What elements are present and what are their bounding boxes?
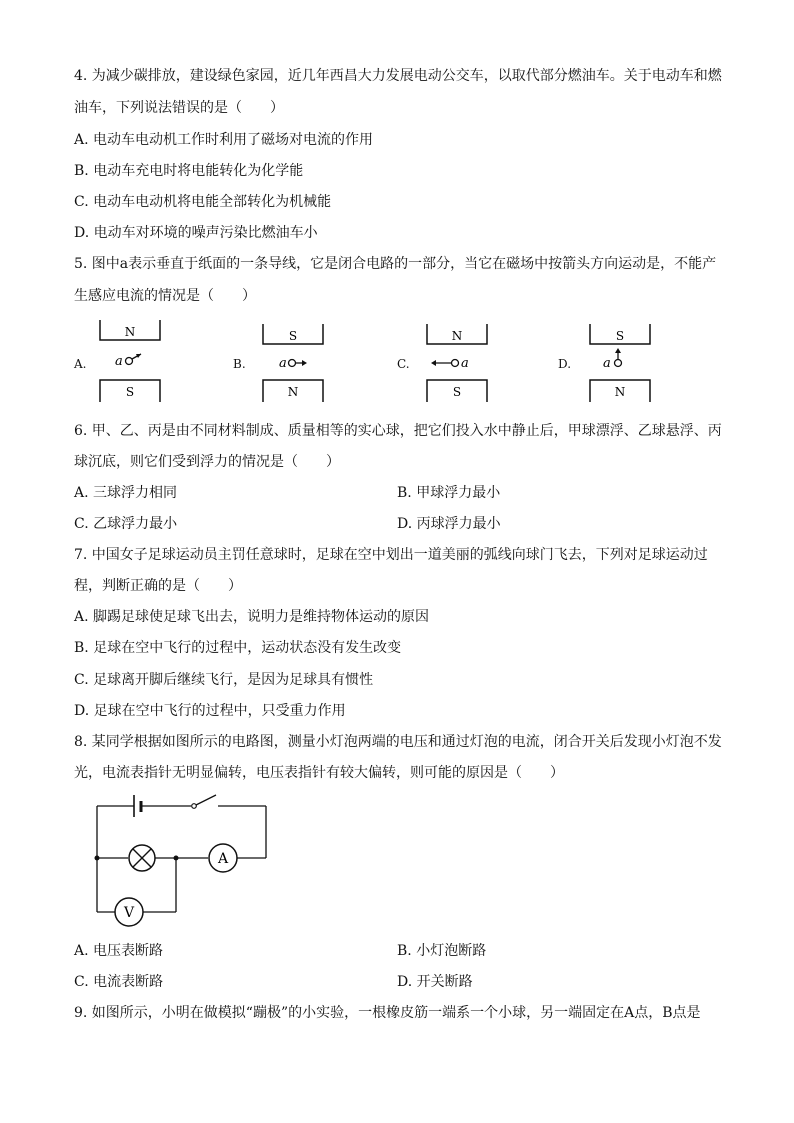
q6-option-c: C. 乙球浮力最小 — [74, 516, 178, 532]
q6-option-b: B. 甲球浮力最小 — [397, 485, 501, 501]
arrow-up-icon — [615, 348, 621, 353]
q5-diagram-a-label: A. — [74, 357, 87, 371]
q8-option-b: B. 小灯泡断路 — [397, 943, 487, 959]
q4-option-d: D. 电动车对环境的噪声污染比燃油车小 — [74, 225, 318, 241]
switch-icon — [192, 804, 197, 809]
q5-diagram-a-top-pole: N — [124, 325, 136, 339]
arrow-right-icon — [302, 360, 307, 366]
q7-stem-line1: 7. 中国女子足球运动员主罚任意球时，足球在空中划出一道美丽的弧线向球门飞去，下列对足球运动过 — [74, 547, 708, 563]
q4-option-a: A. 电动车电动机工作时利用了磁场对电流的作用 — [74, 132, 374, 148]
q5-diagram-b-wire-label: a — [279, 356, 287, 371]
q8-circuit-diagram — [88, 792, 273, 930]
q4-stem-line1: 4. 为减少碳排放，建设绿色家园，近几年西昌大力发展电动公交车，以取代部分燃油车。关于电动车和燃 — [74, 68, 722, 84]
q5-diagram-c-label: C. — [397, 357, 410, 371]
q5-diagram-b-label: B. — [233, 357, 246, 371]
q7-stem-line2: 程，判断正确的是（ ） — [74, 578, 242, 594]
q7-option-c: C. 足球离开脚后继续飞行，是因为足球具有惯性 — [74, 672, 374, 688]
q8-stem-line2: 光，电流表指针无明显偏转，电压表指针有较大偏转，则可能的原因是（ ） — [74, 765, 564, 781]
q5-diagram-d-bottom-pole: N — [614, 385, 626, 399]
q7-option-d: D. 足球在空中飞行的过程中，只受重力作用 — [74, 703, 346, 719]
q6-option-d: D. 丙球浮力最小 — [397, 516, 501, 532]
q5-diagram-c-wire-label: a — [461, 356, 469, 371]
q6-stem-line1: 6. 甲、乙、丙是由不同材料制成、质量相等的实心球，把它们投入水中静止后，甲球漂浮、乙球悬浮、丙 — [74, 423, 722, 439]
q5-diagram-c-top-pole: N — [451, 329, 463, 343]
q5-stem-line1: 5. 图中a表示垂直于纸面的一条导线，它是闭合电路的一部分，当它在磁场中按箭头方向运动是，不能产 — [74, 256, 717, 272]
q5-stem-line2: 生感应电流的情况是（ ） — [74, 288, 256, 304]
q5-diagram-a — [95, 320, 165, 402]
q4-option-b: B. 电动车充电时将电能转化为化学能 — [74, 163, 304, 179]
q6-option-a: A. 三球浮力相同 — [74, 485, 178, 501]
q8-stem-line1: 8. 某同学根据如图所示的电路图，测量小灯泡两端的电压和通过灯泡的电流，闭合开关后发现小灯泡不发 — [74, 734, 722, 750]
ammeter-label: A — [217, 851, 229, 867]
q5-diagram-d-wire-label: a — [603, 356, 611, 371]
voltmeter-label: V — [123, 905, 135, 921]
q6-stem-line2: 球沉底，则它们受到浮力的情况是（ ） — [74, 454, 340, 470]
q9-stem-line1: 9. 如图所示，小明在做模拟“蹦极”的小实验，一根橡皮筋一端系一个小球，另一端固定在A点，B点是 — [74, 1005, 701, 1021]
q5-diagram-a-bottom-pole: S — [125, 385, 135, 399]
q5-diagram-c-bottom-pole: S — [452, 385, 462, 399]
q5-diagram-d-top-pole: S — [615, 329, 625, 343]
q5-diagram-a-wire-label: a — [115, 354, 123, 369]
q4-option-c: C. 电动车电动机将电能全部转化为机械能 — [74, 194, 332, 210]
q4-stem-line2: 油车，下列说法错误的是（ ） — [74, 100, 284, 116]
q5-diagram-d-label: D. — [558, 357, 572, 371]
q5-diagram-d — [585, 324, 655, 402]
q5-diagram-b-top-pole: S — [288, 329, 298, 343]
q7-option-a: A. 脚踢足球使足球飞出去，说明力是维持物体运动的原因 — [74, 609, 430, 625]
q8-option-a: A. 电压表断路 — [74, 943, 164, 959]
q5-diagram-c — [422, 324, 492, 402]
q5-diagram-b-bottom-pole: N — [287, 385, 299, 399]
q7-option-b: B. 足球在空中飞行的过程中，运动状态没有发生改变 — [74, 640, 402, 656]
q8-option-d: D. 开关断路 — [397, 974, 473, 990]
q5-diagram-b — [258, 324, 328, 402]
q8-option-c: C. 电流表断路 — [74, 974, 164, 990]
